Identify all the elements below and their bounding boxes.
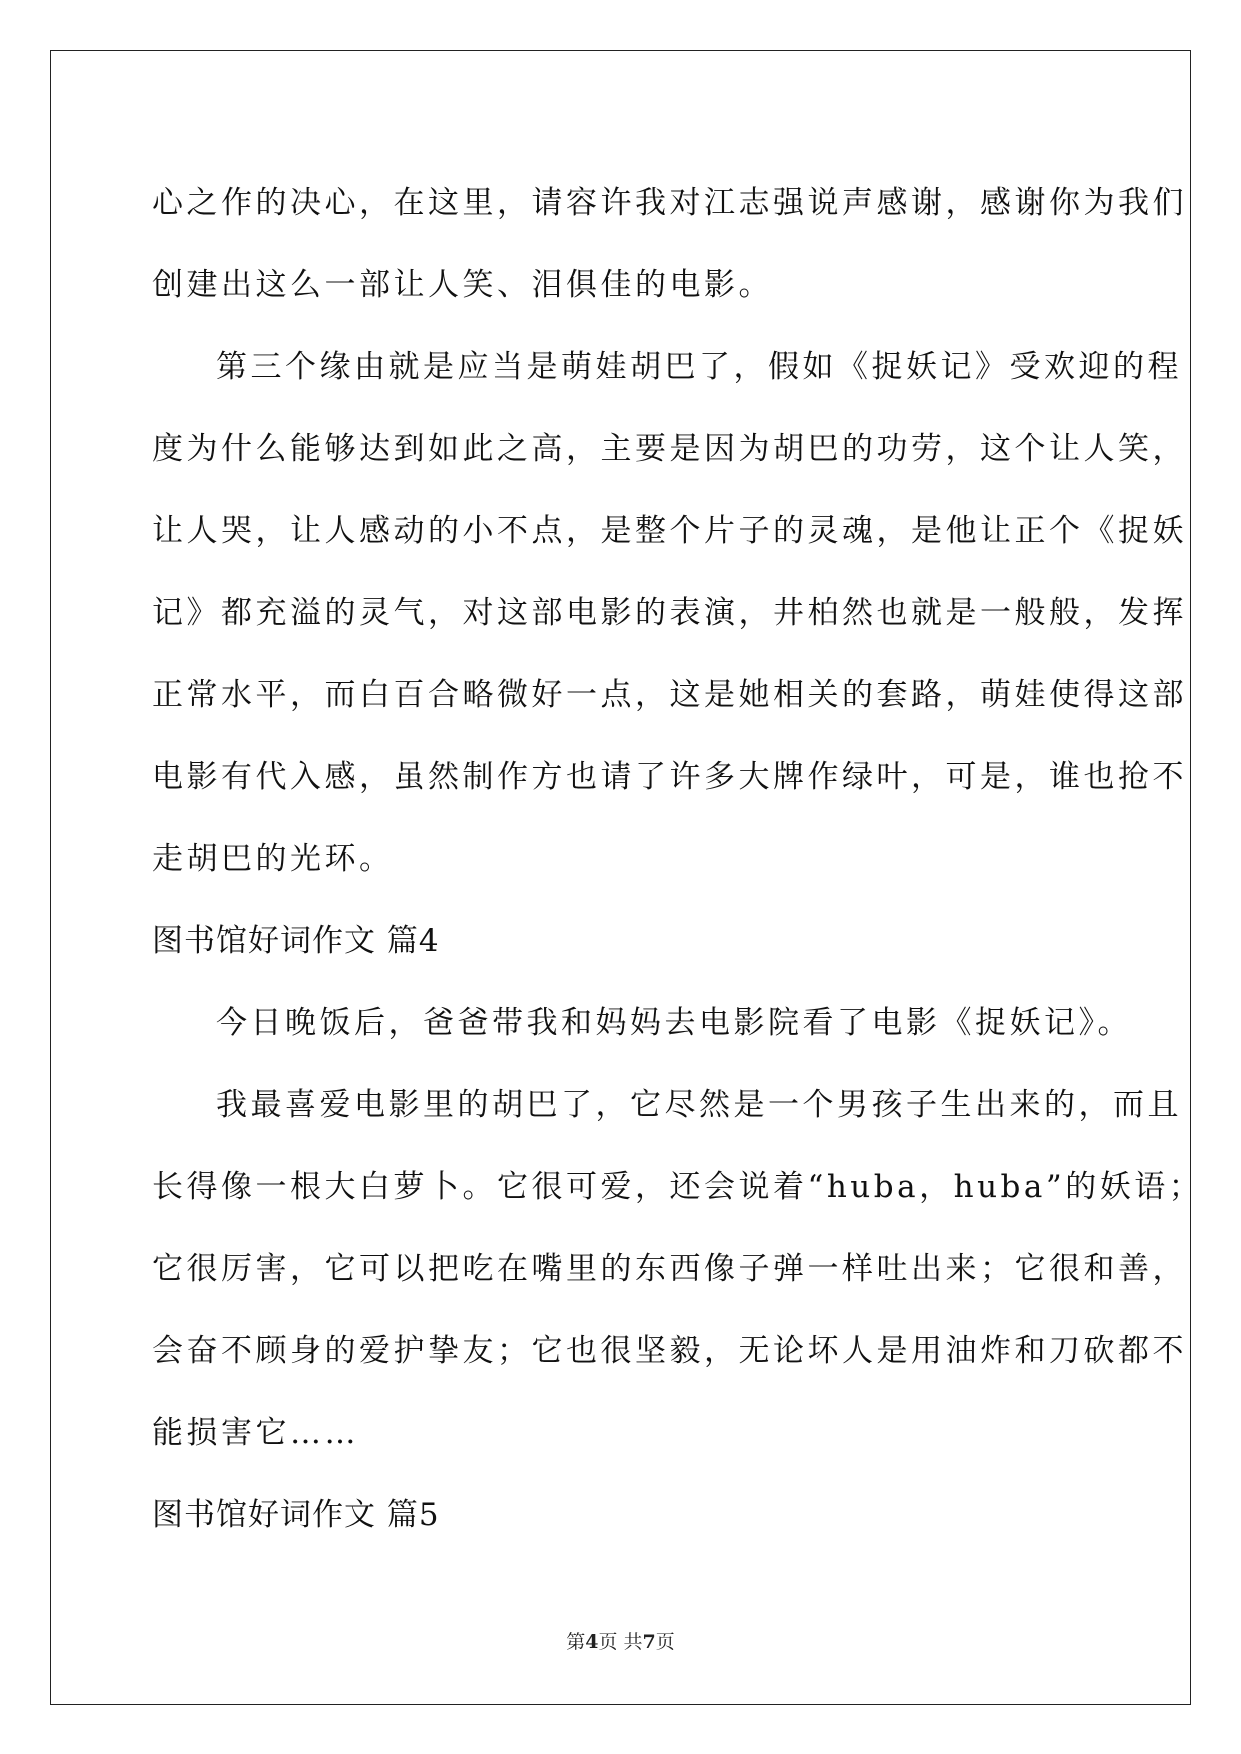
text-line: 电影有代入感，虽然制作方也请了许多大牌作绿叶，可是，谁也抢不 <box>152 759 1187 795</box>
text-line: 走胡巴的光环。 <box>152 841 394 877</box>
footer-prefix: 第 <box>566 1631 586 1653</box>
text-line: 度为什么能够达到如此之高，主要是因为胡巴的功劳，这个让人笑， <box>152 431 1187 467</box>
page-footer <box>0 1630 1241 1654</box>
text-line: 长得像一根大白萝卜。它很可爱，还会说着“huba，huba”的妖语； <box>152 1169 1204 1205</box>
total-pages-number: 7 <box>642 1631 656 1653</box>
section-heading: 图书馆好词作文 篇4 <box>152 923 440 959</box>
text-line: 能损害它…… <box>152 1415 359 1451</box>
text-line: 心之作的决心，在这里，请容许我对江志强说声感谢，感谢你为我们 <box>152 185 1187 221</box>
text-line: 会奋不顾身的爱护挚友；它也很坚毅，无论坏人是用油炸和刀砍都不 <box>152 1333 1187 1369</box>
footer-suffix: 页 <box>655 1631 675 1653</box>
current-page-number: 4 <box>585 1631 599 1653</box>
text-line: 创建出这么一部让人笑、泪俱佳的电影。 <box>152 267 773 303</box>
text-line: 它很厉害，它可以把吃在嘴里的东西像子弹一样吐出来；它很和善， <box>152 1251 1187 1287</box>
text-line: 记》都充溢的灵气，对这部电影的表演，井柏然也就是一般般，发挥 <box>152 595 1187 631</box>
text-line: 第三个缘由就是应当是萌娃胡巴了，假如《捉妖记》受欢迎的程 <box>216 349 1182 385</box>
text-line: 今日晚饭后，爸爸带我和妈妈去电影院看了电影《捉妖记》。 <box>216 1005 1132 1041</box>
footer-middle: 页 共 <box>598 1631 643 1653</box>
section-heading: 图书馆好词作文 篇5 <box>152 1497 440 1533</box>
text-line: 正常水平，而白百合略微好一点，这是她相关的套路，萌娃使得这部 <box>152 677 1187 713</box>
text-line: 我最喜爱电影里的胡巴了，它尽然是一个男孩子生出来的，而且 <box>216 1087 1182 1123</box>
document-body <box>152 162 1204 1556</box>
text-line: 让人哭，让人感动的小不点，是整个片子的灵魂，是他让正个《捉妖 <box>152 513 1187 549</box>
